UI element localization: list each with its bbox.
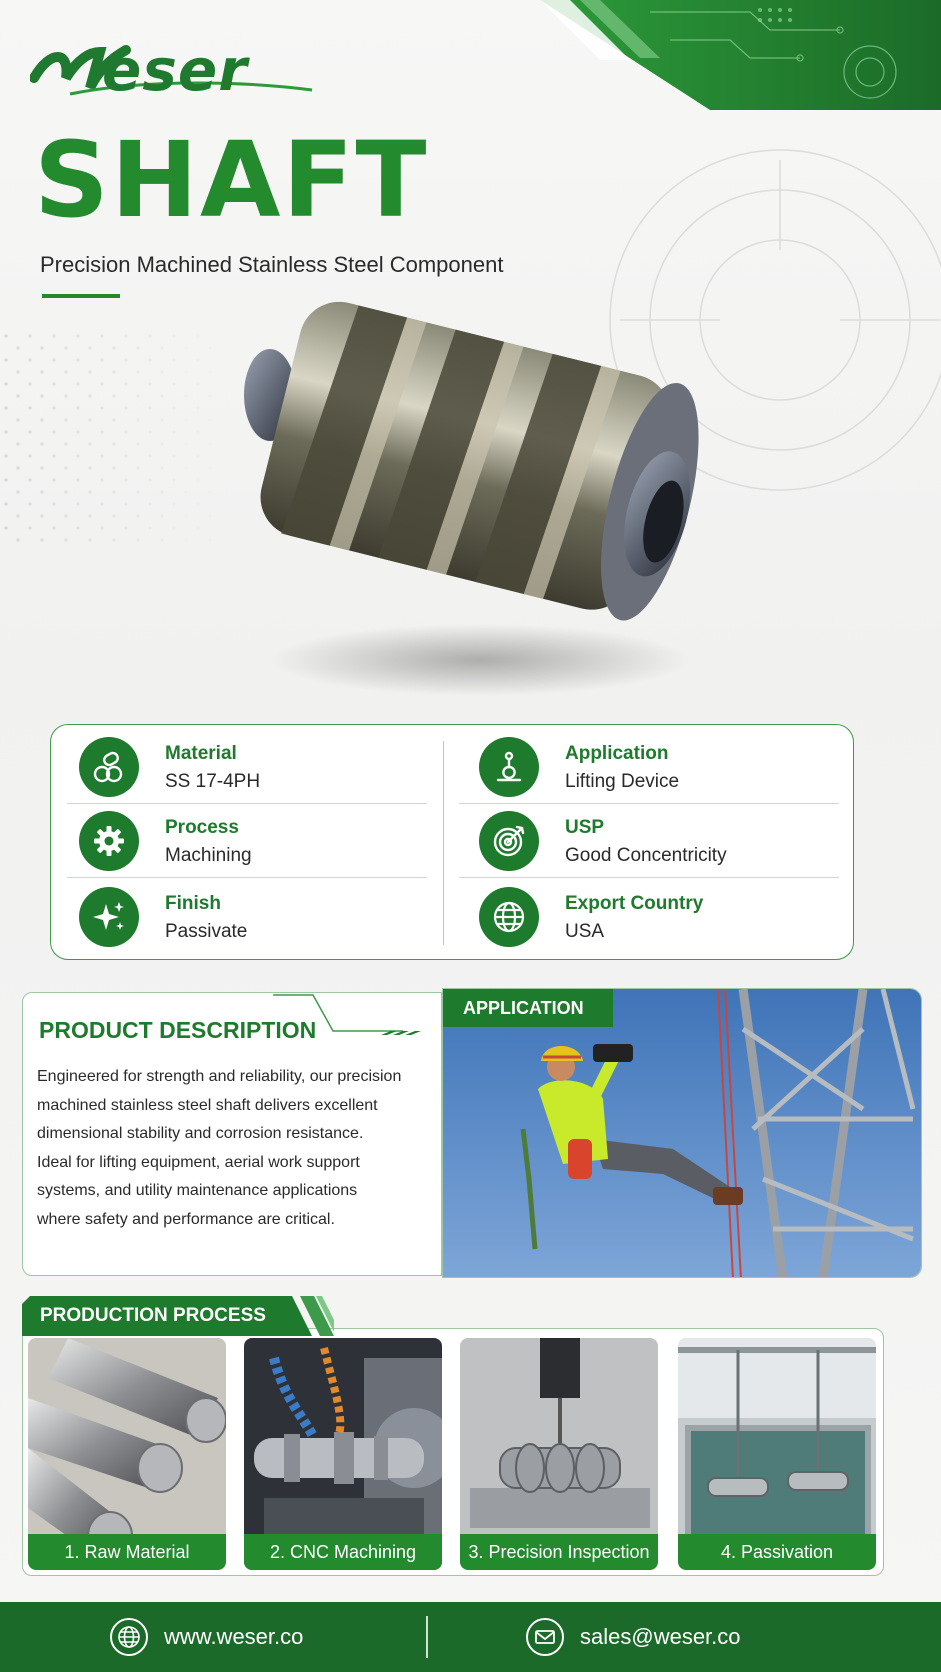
header-banner-graphic bbox=[540, 0, 941, 112]
application-photo bbox=[442, 988, 922, 1278]
background-dot-pattern bbox=[0, 330, 230, 550]
spec-label: Finish bbox=[165, 893, 221, 914]
page-title: SHAFT bbox=[34, 119, 429, 241]
process-step-raw-material bbox=[28, 1338, 226, 1570]
spec-label: Process bbox=[165, 817, 239, 838]
specs-row-divider bbox=[67, 803, 427, 804]
footer-website[interactable] bbox=[110, 1618, 303, 1656]
spec-process bbox=[79, 811, 419, 873]
specifications-card bbox=[50, 724, 854, 960]
spec-usp bbox=[479, 811, 819, 873]
sparkle-icon bbox=[79, 887, 139, 947]
footer-bar bbox=[0, 1602, 941, 1672]
process-step-label: 1. Raw Material bbox=[28, 1534, 226, 1570]
title-underline bbox=[42, 294, 120, 298]
description-line: where safety and performance are critical. bbox=[37, 1210, 335, 1228]
gear-icon bbox=[79, 811, 139, 871]
spec-finish bbox=[79, 887, 419, 949]
process-step-label: 4. Passivation bbox=[678, 1534, 876, 1570]
application-tag: APPLICATION bbox=[443, 989, 613, 1027]
spec-value: USA bbox=[565, 921, 605, 942]
mail-icon bbox=[526, 1618, 564, 1656]
specs-column-divider bbox=[443, 741, 444, 945]
shaft-product-image bbox=[230, 280, 730, 720]
lifting-hook-icon bbox=[479, 737, 539, 797]
brand-logo bbox=[30, 28, 340, 108]
spec-label: Material bbox=[165, 743, 237, 764]
description-line: machined stainless steel shaft delivers excellent bbox=[37, 1096, 378, 1114]
description-line: Ideal for lifting equipment, aerial work support bbox=[37, 1153, 360, 1171]
website-link[interactable]: www.weser.co bbox=[164, 1624, 304, 1649]
spec-label: Application bbox=[565, 743, 669, 764]
globe-icon bbox=[479, 887, 539, 947]
globe-icon bbox=[110, 1618, 148, 1656]
process-step-precision-inspection bbox=[460, 1338, 658, 1570]
description-text bbox=[37, 1063, 417, 1235]
title-accent-lines bbox=[273, 993, 443, 1043]
footer-email[interactable] bbox=[526, 1618, 741, 1656]
description-line: systems, and utility maintenance applications bbox=[37, 1182, 358, 1200]
spec-label: Export Country bbox=[565, 893, 704, 914]
product-description-card bbox=[22, 992, 442, 1276]
specs-row-divider bbox=[459, 877, 839, 878]
process-step-cnc-machining bbox=[244, 1338, 442, 1570]
process-step-passivation bbox=[678, 1338, 876, 1570]
logo-text: eser bbox=[102, 36, 248, 104]
footer-divider bbox=[426, 1616, 428, 1658]
specs-row-divider bbox=[459, 803, 839, 804]
page-subtitle: Precision Machined Stainless Steel Component bbox=[40, 252, 504, 277]
tag-accent bbox=[593, 989, 617, 1027]
spec-application bbox=[479, 737, 819, 799]
spec-value: SS 17-4PH bbox=[165, 771, 261, 792]
specs-row-divider bbox=[67, 877, 427, 878]
description-line: Engineered for strength and reliability, our precision bbox=[37, 1068, 402, 1085]
spec-material bbox=[79, 737, 419, 799]
process-title: PRODUCTION PROCESS bbox=[40, 1305, 266, 1326]
process-step-label: 2. CNC Machining bbox=[244, 1534, 442, 1570]
process-header-banner bbox=[22, 1296, 334, 1336]
spec-value: Good Concentricity bbox=[565, 845, 727, 866]
material-icon bbox=[79, 737, 139, 797]
spec-value: Lifting Device bbox=[565, 771, 680, 792]
description-line: dimensional stability and corrosion resistance. bbox=[37, 1125, 364, 1143]
process-step-label: 3. Precision Inspection bbox=[460, 1534, 658, 1570]
spec-value: Machining bbox=[165, 845, 252, 866]
spec-value: Passivate bbox=[165, 921, 248, 942]
email-link[interactable]: sales@weser.co bbox=[580, 1624, 741, 1649]
spec-export-country bbox=[479, 887, 819, 949]
lineman-tower-photo bbox=[443, 989, 922, 1278]
description-title: PRODUCT DESCRIPTION bbox=[39, 1017, 317, 1043]
target-icon bbox=[479, 811, 539, 871]
spec-label: USP bbox=[565, 817, 605, 838]
